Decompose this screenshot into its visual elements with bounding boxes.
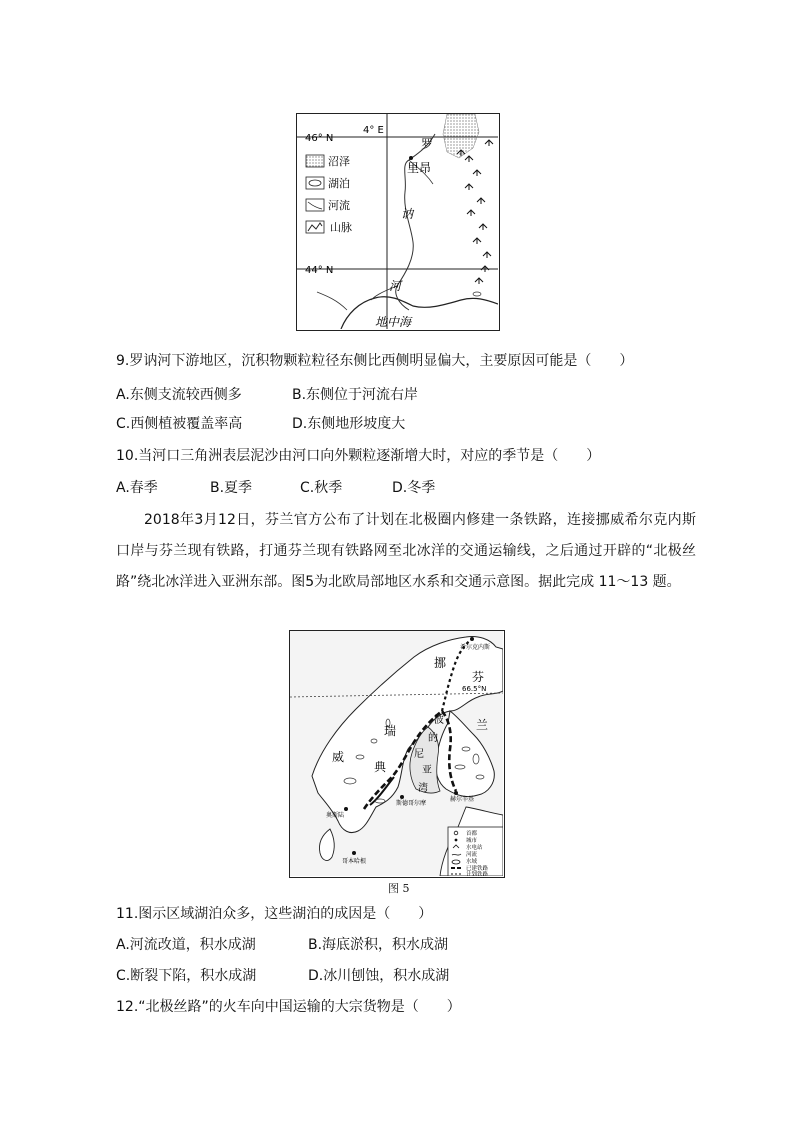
label-gulf-2: 的 [428,733,438,744]
legend-swamp-swatch [306,155,324,167]
label-gulf-4: 亚 [422,765,432,776]
q9-option-d: D.东侧地形坡度大 [292,416,406,432]
label-gulf-3: 尼 [414,749,424,760]
q10-option-a: A.春季 [116,480,158,496]
question-12-stem: 12.“北极丝路”的火车向中国运输的大宗货物是（ ） [116,999,461,1015]
q9-option-c: C.西侧植被覆盖率高 [116,416,243,432]
lagoon [473,292,481,296]
figure-5-caption: 图 5 [388,882,410,895]
q10-option-c: C.秋季 [300,480,343,496]
lyon-dot [409,156,413,160]
legend-city-icon [455,839,458,842]
nordic-map [289,630,505,878]
helsinki-dot [454,791,458,795]
legend-lake-icon [309,180,321,186]
stockholm-dot [400,795,404,799]
lyon-label: 里昂 [407,161,432,175]
oslo-label: 奥斯陆 [326,812,345,819]
sea-label: 地中海 [375,315,412,329]
legend-river2: 河流 [466,852,478,858]
legend-existing-rail: 已建铁路 [466,866,489,872]
copenhagen-label: 哥本哈根 [342,858,367,865]
river-label-3: 河 [389,279,402,293]
west-river [317,292,347,310]
rhone-legend [306,155,352,234]
lon-label: 4° E [363,125,384,136]
lat-46-label: 46° N [305,133,334,144]
q11-option-d: D.冰川刨蚀，积水成湖 [308,968,450,984]
label-gulf-1: 波 [434,715,444,726]
oslo-dot [344,807,348,811]
question-9-stem: 9.罗讷河下游地区，沉积物颗粒粒径东侧比西侧明显偏大，主要原因可能是（ ） [116,353,634,369]
kirkenes-dot [470,637,474,641]
legend-water: 水域 [466,859,478,865]
rhone-map-svg [297,114,498,329]
legend-river: 河流 [328,199,350,212]
rhone-map [296,113,500,331]
stockholm-label: 斯德哥尔摩 [396,800,427,807]
label-sweden-1: 瑞 [384,724,397,738]
label-norway-2: 威 [332,750,345,764]
label-sweden-2: 典 [374,760,387,774]
q9-option-b: B.东侧位于河流右岸 [292,387,419,403]
river-label-2: 讷 [401,207,414,221]
question-11-stem: 11.图示区域湖泊众多，这些湖泊的成因是（ ） [116,906,433,922]
lat-44-label: 44° N [305,265,334,276]
q11-option-a: A.河流改道，积水成湖 [116,937,256,953]
q10-option-d: D.冬季 [392,480,436,496]
q11-option-b: B.海底淤积，积水成湖 [308,937,449,953]
legend-mountain-swatch [306,221,324,233]
river-label-1: 罗 [421,137,434,151]
q11-option-c: C.断裂下陷，积水成湖 [116,968,257,984]
label-gulf-5: 湾 [418,783,428,794]
nordic-map-svg [290,631,503,876]
mountain-range [457,140,493,284]
q9-option-a: A.东侧支流较西侧多 [116,387,242,403]
copenhagen-dot [352,851,356,855]
legend-hydro: 水电站 [466,845,483,851]
q10-option-b: B.夏季 [210,480,253,496]
legend-river-icon [308,202,322,209]
legend-lake: 湖泊 [328,177,350,190]
legend-mountain-icon [308,223,322,231]
question-10-stem: 10.当河口三角洲表层泥沙由河口向外颗粒逐渐增大时，对应的季节是（ ） [116,448,601,464]
kirkenes-label: 希尔克内斯 [460,644,491,651]
label-finland-1: 芬 [472,670,485,684]
legend-planned-rail: 计划铁路 [466,872,489,876]
arctic-circle-label: 66.5°N [462,685,487,693]
legend-city: 城市 [466,838,478,844]
coastline [341,297,498,329]
nordic-legend [448,827,503,876]
label-finland-2: 兰 [476,718,489,732]
legend-capital: 首都 [466,831,478,837]
legend-swamp: 沼泽 [328,155,350,168]
legend-mountain: 山脉 [330,221,352,234]
passage-text: 2018年3月12日，芬兰官方公布了计划在北极圈内修建一条铁路，连接挪威希尔克内斯口岸与芬兰现有铁路，打通芬兰现有铁路网至北冰洋的交通运输线，之后通过开辟的“北极丝路”绕北冰洋进入亚洲东部。图5为北欧局部地区水系和交通示意图。据此完成 11～13 题。 [116,512,696,590]
helsinki-label: 赫尔辛基 [450,796,475,803]
label-norway: 挪 [434,656,447,670]
